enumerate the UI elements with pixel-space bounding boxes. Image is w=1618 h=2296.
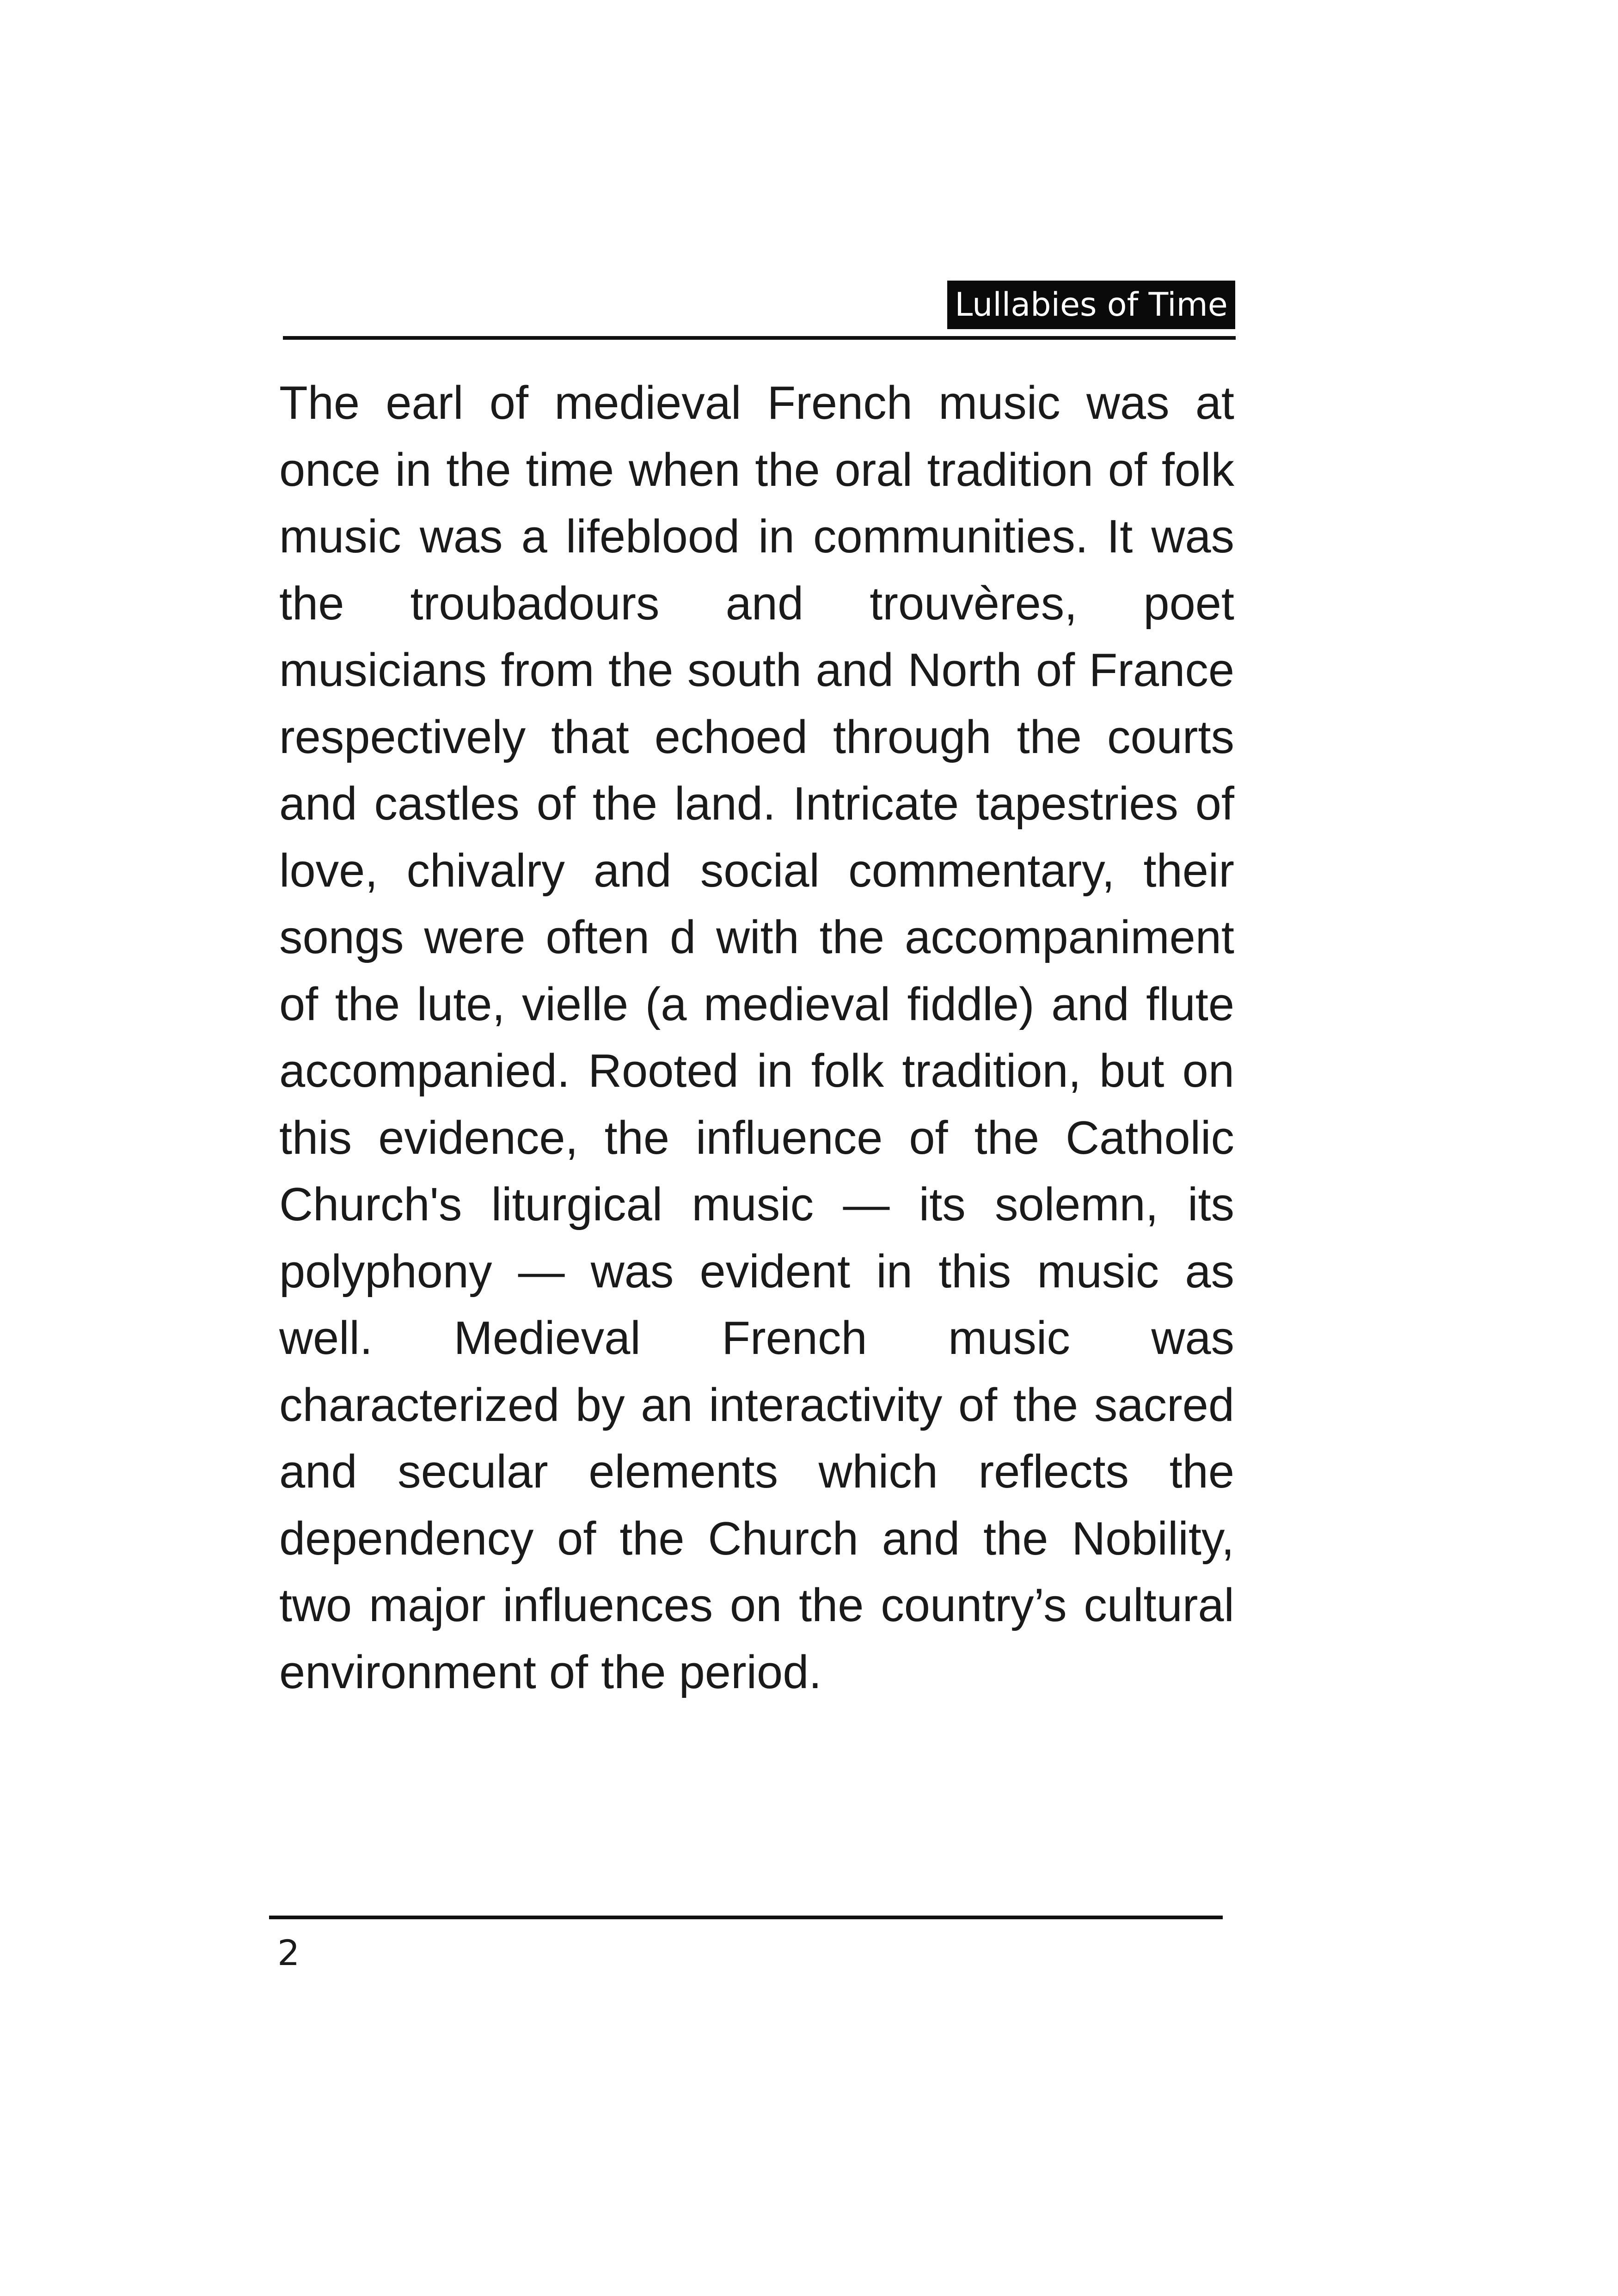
running-header-title: Lullabies of Time	[947, 281, 1235, 329]
footer-divider	[269, 1916, 1223, 1919]
body-paragraph: The earl of medieval French music was at once in the time when the oral tradition of folk music was a lifeblood in communities. It was the troubadours and trouvères, poet musicians from the south and North of France respectively that echoed through the courts and castles of the land. Intricate tapestries of love, chivalry and social commentary, their songs were often d with the accompaniment of the lute, vielle (a medieval fiddle) and flute accompanied. Rooted in folk tradition, but on this evidence, the influence of the Catholic Church's liturgical music — its solemn, its polyphony — was evident in this music as well. Medieval French music was characterized by an interactivity of the sacred and secular elements which reflects the dependency of the Church and the Nobility, two major influences on the country’s cultural environment of the period.	[279, 377, 1234, 1698]
header-divider	[283, 336, 1236, 340]
page-number: 2	[277, 1932, 300, 1973]
